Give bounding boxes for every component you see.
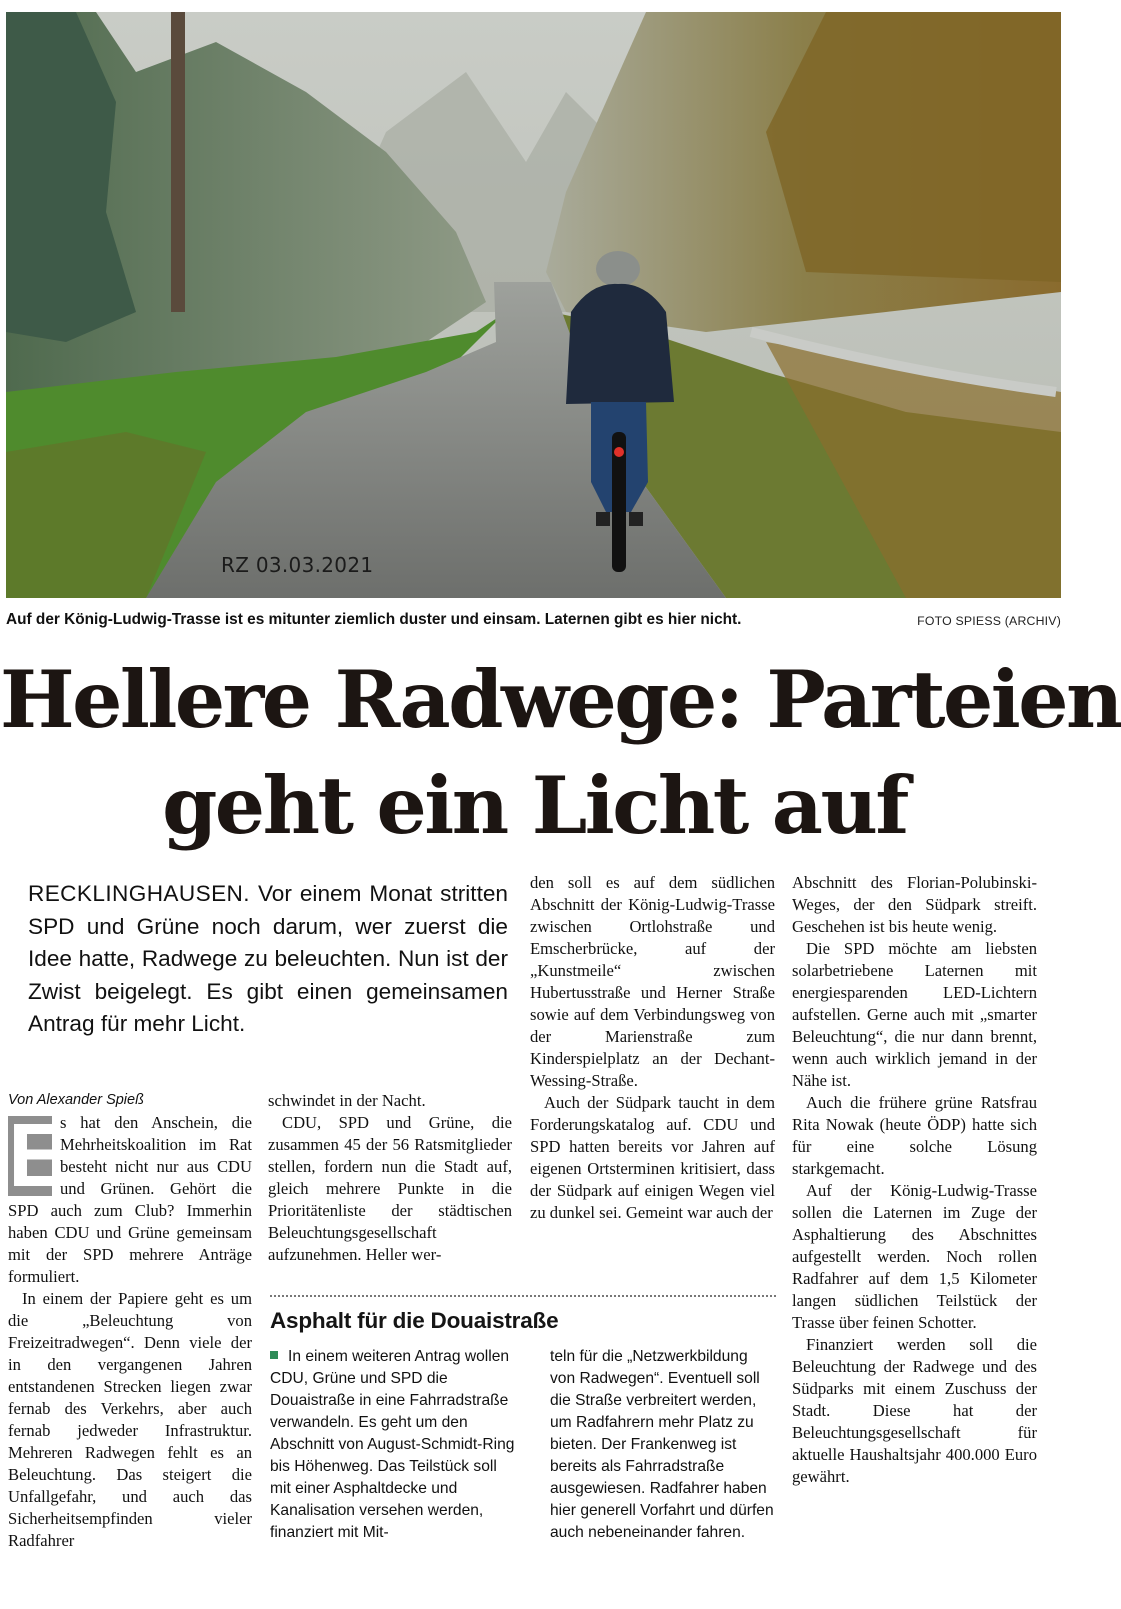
bike-path-illustration (6, 12, 1061, 598)
article-photo (6, 12, 1061, 598)
paragraph: In einem der Papiere geht es um die „Beleuchtung von Freizeitradwegen“. Denn viele der in den vergangenen Jahren entstandenen Strecken liegen zwar fernab des Verkehrs, aber auch fernab jedweder Infrastruktur. Mehreren Radwegen fehlt es an Beleuchtung. Das steigert die Unfallgefahr, und auch das Sicherheitsempfinden vieler Radfahrer (8, 1289, 252, 1550)
paragraph: Auf der König-Ludwig-Trasse sollen die Laternen im Zuge der Asphaltierung des Abschnittes aufgestellt werden. Noch rollen Radfahrer auf dem 1,5 Kilometer langen südlichen Teilstück der Trasse über feinen Schotter. (792, 1181, 1037, 1332)
box-column-2: teln für die „Netzwerkbildung von Radwegen“. Eventuell soll die Straße verbreitert werden, um Radfahrern mehr Platz zu bieten. Der Frankenweg ist bereits als Fahrradstraße ausgewiesen. Radfahrer haben hier generell Vorfahrt und dürfen auch nebeneinander fahren. (550, 1348, 774, 1541)
box-divider (270, 1295, 776, 1297)
bullet-icon (270, 1351, 278, 1359)
rear-light (614, 447, 624, 457)
jacket (566, 284, 674, 404)
paragraph: schwindet in der Nacht. (268, 1091, 426, 1110)
body-column-4 (792, 872, 1037, 1488)
lead-text: Vor einem Monat stritten SPD und Grüne noch darum, wer zuerst die Idee hatte, Radwege zu beleuchten. Nun ist der Zwist beigelegt. Es gibt einen gemeinsamen Antrag für mehr Licht. (28, 881, 508, 1036)
author-byline: Von Alexander Spieß (8, 1092, 144, 1108)
headline-line-1: Hellere Radwege: Parteien (0, 653, 1121, 746)
headline-line-2: geht ein Licht auf (162, 759, 907, 852)
box-column-1: In einem weiteren Antrag wollen CDU, Grüne und SPD die Douaistraße in eine Fahrradstraße verwandeln. Es geht um den Abschnitt von August-Schmidt-Ring bis Höhenweg. Das Teilstück soll mit einer Asphaltdecke und Kanalisation versehen werden, finanziert mit Mit- (270, 1348, 515, 1541)
paragraph: E s hat den Anschein, die Mehrheitskoalition im Rat besteht nicht nur aus CDU und Grünen. Gehört die SPD auch zum Club? Immerhin haben CDU und Grüne gemeinsam mit der SPD mehrere Anträge formuliert. (8, 1106, 252, 1286)
paragraph: Abschnitt des Florian-Polubinski-Weges, der den Südpark streift. Geschehen ist bis heute wenig. (792, 873, 1037, 936)
paragraph: Auch der Südpark taucht in dem Forderungskatalog auf. CDU und SPD hatten bereits vor Jahren auf eigenen Ortsterminen kritisiert, dass der Südpark auf einigen Wegen viel zu dunkel sei. Gemeint war auch der (530, 1093, 775, 1222)
photo-caption: Auf der König-Ludwig-Trasse ist es mitunter ziemlich duster und einsam. Laternen gibt es hier nicht. (6, 611, 742, 628)
paragraph: Auch die frühere grüne Ratsfrau Rita Nowak (heute ÖDP) hatte sich für eine solche Lösung starkgemacht. (792, 1093, 1037, 1178)
box-title: Asphalt für die Douaistraße (270, 1308, 559, 1333)
paragraph: Die SPD möchte am liebsten solarbetriebene Laternen mit energiesparenden LED-Lichtern aufstellen. Gerne auch mit „smarter Beleuchtung“, die nur dann brennt, wenn auch wirklich jemand in der Nähe ist. (792, 939, 1037, 1090)
lead-paragraph (28, 878, 508, 1041)
body-column-3 (530, 872, 775, 1224)
paragraph: CDU, SPD und Grüne, die zusammen 45 der 56 Ratsmitglieder stellen, fordern nun die Stadt auf, gleich mehrere Punkte in die Prioritätenliste der städtischen Beleuchtungsgesellschaft aufzunehmen. Heller wer- (268, 1113, 512, 1264)
drop-cap: E (8, 1106, 69, 1206)
body-column-1 (8, 1106, 252, 1552)
photo-credit: FOTO SPIESS (ARCHIV) (917, 614, 1061, 628)
paragraph: den soll es auf dem südlichen Abschnitt der König-Ludwig-Trasse zwischen Ortlohstraße und Emscherbrücke, auf der „Kunstmeile“ zwischen Hubertusstraße und Herner Straße sowie auf dem Verbindungsweg von der Marienstraße zum Kinderspielplatz an der Dechant-Wessing-Straße. (530, 873, 775, 1090)
body-column-2 (268, 1090, 512, 1266)
paragraph: Finanziert werden soll die Beleuchtung der Radwege und des Südparks mit einem Zuschuss der Stadt. Diese hat der Beleuchtungsgesellschaft für aktuelle Haushaltsjahr 400.000 Euro gewährt. (792, 1335, 1037, 1486)
helmet (596, 251, 640, 287)
date-stamp: RZ 03.03.2021 (221, 553, 374, 577)
dateline: RECKLINGHAUSEN. (28, 881, 250, 906)
